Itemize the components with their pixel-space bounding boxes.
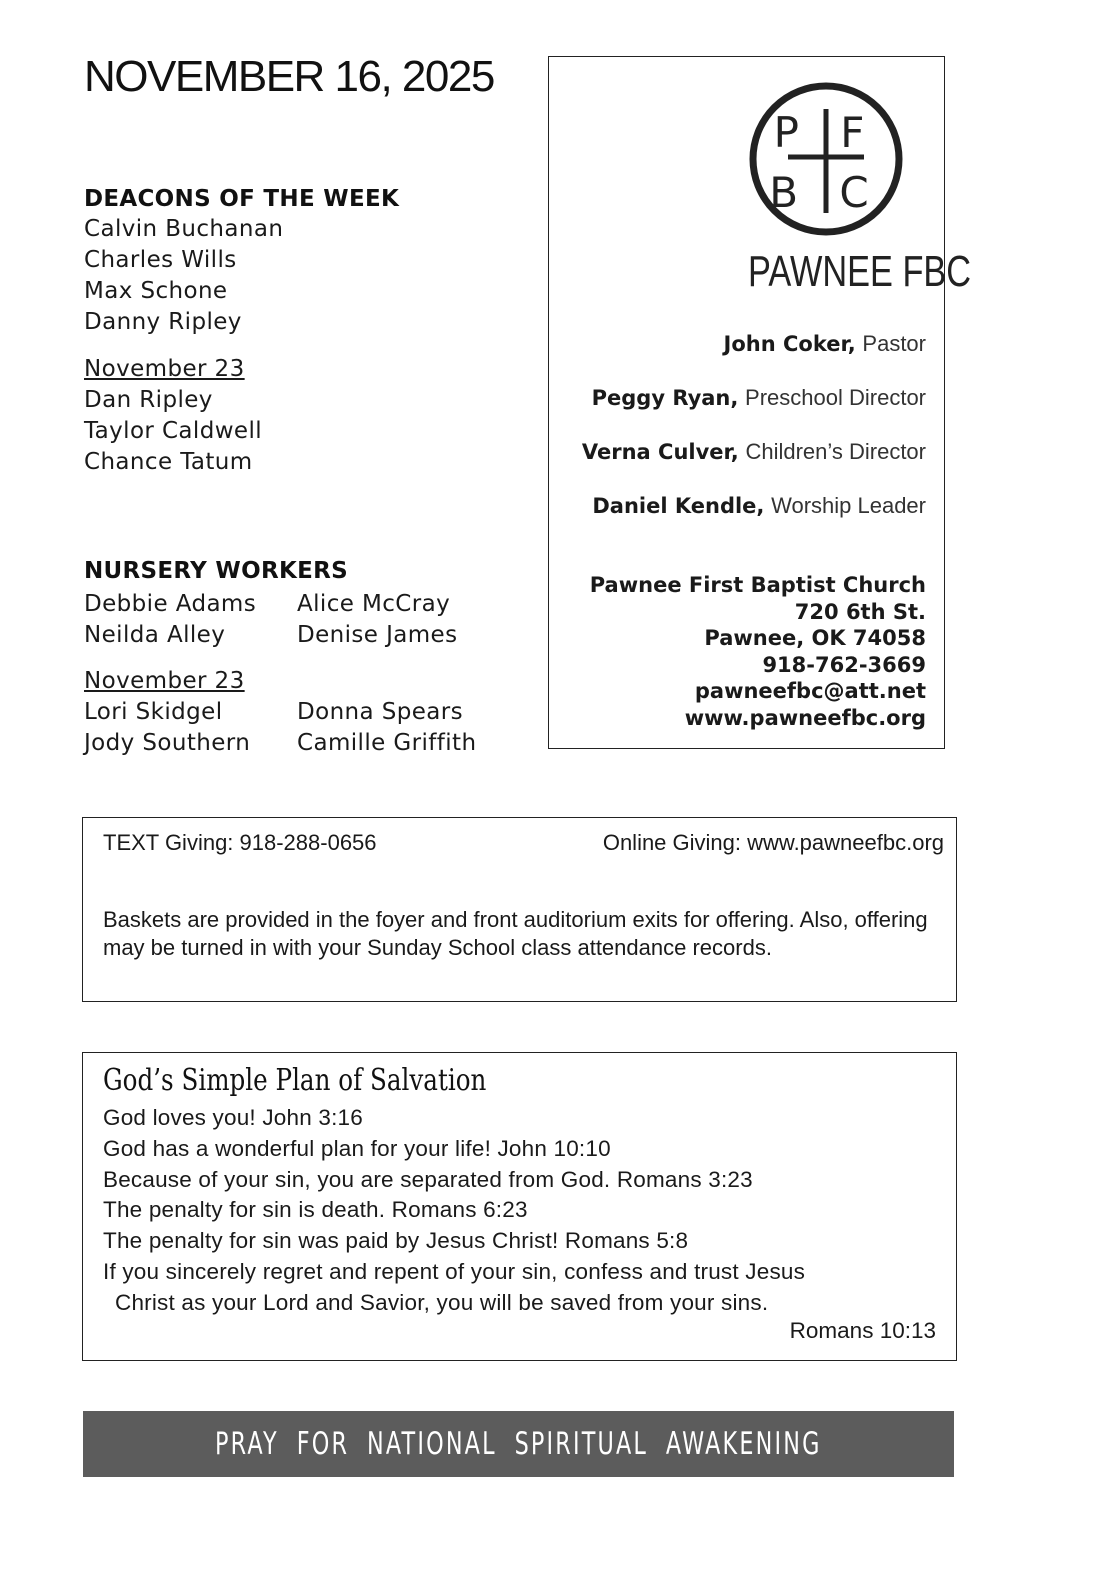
staff-name: John Coker, <box>723 332 856 356</box>
salvation-line: God loves you! John 3:16 <box>103 1105 363 1130</box>
banner-text: PRAY FOR NATIONAL SPIRITUAL AWAKENING <box>215 1426 822 1462</box>
deacon-name: Charles Wills <box>84 247 237 273</box>
nursery-worker: Neilda Alley <box>84 622 226 648</box>
church-email[interactable]: pawneefbc@att.net <box>694 679 926 703</box>
church-street: 720 6th St. <box>794 599 926 624</box>
salvation-line: God has a wonderful plan for your life! John 10:10 <box>103 1135 611 1161</box>
offering-note: Baskets are provided in the foyer and front auditorium exits for offering. Also, offering may be turned in with your Sunday School class attendance records. <box>103 907 928 960</box>
staff-role: Preschool Director <box>745 385 926 410</box>
online-giving: Online Giving: www.pawneefbc.org <box>602 830 944 855</box>
salvation-line: Christ as your Lord and Savior, you will be saved from your sins. <box>115 1289 769 1315</box>
logo-top-letters: P F <box>773 108 879 157</box>
deacons-next-date: November 23 <box>84 356 245 382</box>
salvation-final-reference: Romans 10:13 <box>789 1318 936 1343</box>
salvation-line: The penalty for sin is death. Romans 6:23 <box>103 1197 528 1223</box>
giving-box <box>82 817 957 1002</box>
nursery-next-date: November 23 <box>84 668 245 694</box>
staff-pastor <box>724 331 926 357</box>
staff-name: Daniel Kendle, <box>592 494 765 518</box>
staff-childrens-director <box>582 439 926 465</box>
logo-wordmark: PAWNEE FBC <box>748 247 972 296</box>
salvation-line: If you sincerely regret and repent of your sin, confess and trust Jesus <box>103 1258 806 1284</box>
staff-role: Children’s Director <box>745 439 926 464</box>
deacon-name: Danny Ripley <box>84 309 242 335</box>
nursery-worker: Donna Spears <box>297 699 464 725</box>
salvation-line: Because of your sin, you are separated from God. Romans 3:23 <box>103 1166 753 1192</box>
nursery-section <box>84 558 524 768</box>
deacons-title: DEACONS OF THE WEEK <box>84 186 400 212</box>
church-name: Pawnee First Baptist Church <box>589 573 926 597</box>
prayer-banner <box>83 1411 954 1477</box>
deacon-name: Taylor Caldwell <box>84 418 263 444</box>
staff-preschool-director <box>592 385 926 411</box>
deacon-name: Max Schone <box>84 278 228 304</box>
bulletin-date: NOVEMBER 16, 2025 <box>84 52 494 101</box>
deacon-name: Dan Ripley <box>84 387 213 413</box>
text-giving: TEXT Giving: 918-288-0656 <box>103 830 377 855</box>
church-phone: 918-762-3669 <box>762 652 926 677</box>
salvation-lines <box>103 1103 943 1319</box>
cross-circle-icon <box>746 79 906 239</box>
salvation-title: God’s Simple Plan of Salvation <box>103 1063 487 1098</box>
nursery-worker: Alice McCray <box>297 591 451 617</box>
deacons-section <box>84 186 399 478</box>
salvation-line: The penalty for sin was paid by Jesus Christ! Romans 5:8 <box>103 1228 689 1254</box>
deacon-name: Calvin Buchanan <box>84 216 284 242</box>
church-website[interactable]: www.pawneefbc.org <box>684 705 926 730</box>
staff-name: Peggy Ryan, <box>591 386 739 410</box>
church-address <box>590 572 926 731</box>
staff-role: Pastor <box>862 331 926 356</box>
salvation-box <box>82 1052 957 1361</box>
staff-role: Worship Leader <box>771 493 926 518</box>
staff-name: Verna Culver, <box>581 440 739 464</box>
deacon-name: Chance Tatum <box>84 449 253 475</box>
nursery-worker: Jody Southern <box>84 730 251 756</box>
church-logo <box>726 79 972 297</box>
nursery-worker: Denise James <box>297 622 458 648</box>
church-city: Pawnee, OK 74058 <box>704 626 926 650</box>
nursery-worker: Lori Skidgel <box>84 699 223 725</box>
church-info-box <box>548 56 972 749</box>
staff-worship-leader <box>592 493 926 519</box>
nursery-worker: Debbie Adams <box>84 591 257 617</box>
nursery-title: NURSERY WORKERS <box>84 558 348 584</box>
nursery-worker: Camille Griffith <box>297 730 477 756</box>
logo-bottom-letters: B C <box>769 168 883 217</box>
